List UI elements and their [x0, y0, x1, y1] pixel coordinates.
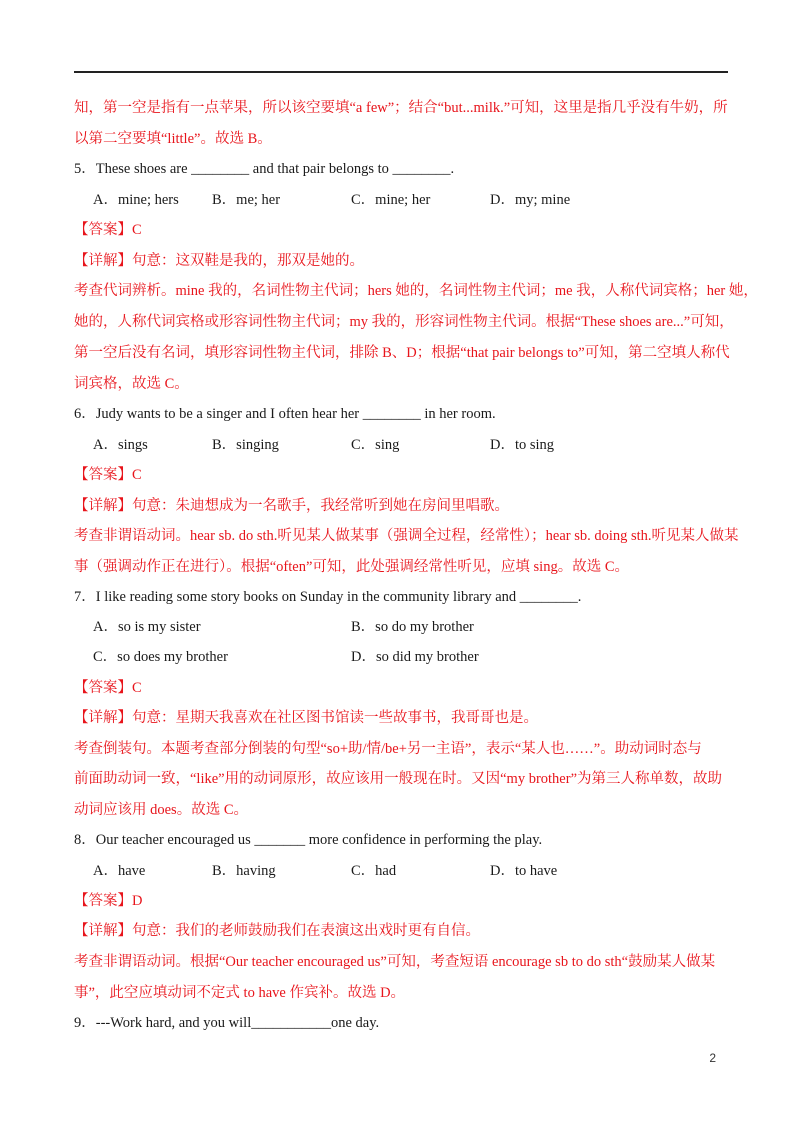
intro-line-2: 以第二空要填“little”。故选 B。 [74, 131, 272, 147]
question-7-explain-4: 动词应该用 does。故选 C。 [74, 802, 248, 818]
question-5-explain-4: 第一空后没有名词，填形容词性物主代词，排除 B、D；根据“that pair belongs to”可知，第二空填人称代 [74, 345, 730, 361]
question-8-explain-2: 考查非谓语动词。根据“Our teacher encouraged us”可知，考查短语 encourage sb to do sth“鼓励某人做某 [74, 954, 716, 970]
question-5-explain-5: 词宾格，故选 C。 [74, 376, 189, 392]
question-8-answer: 【答案】D [74, 893, 143, 909]
question-5-option-c: C．mine; her [351, 192, 431, 208]
question-6-option-b: B．singing [212, 437, 279, 453]
question-8-option-d: D．to have [490, 863, 558, 879]
question-6-explain-1: 【详解】句意：朱迪想成为一名歌手，我经常听到她在房间里唱歌。 [74, 498, 509, 514]
question-8-stem: 8．Our teacher encouraged us _______ more confidence in performing the play. [74, 832, 543, 848]
question-6-answer: 【答案】C [74, 467, 142, 483]
question-8-option-a: A．have [93, 863, 146, 879]
question-7-option-b: B．so do my brother [351, 619, 474, 635]
question-7-option-d: D．so did my brother [351, 649, 479, 665]
question-5-option-b: B．me; her [212, 192, 281, 208]
question-7-option-c: C．so does my brother [93, 649, 228, 665]
question-7-option-a: A．so is my sister [93, 619, 201, 635]
question-5-explain-3: 她的，人称代词宾格或形容词性物主代词；my 我的，形容词性物主代词。根据“These shoes are...”可知， [74, 314, 734, 330]
question-6-option-c: C．sing [351, 437, 400, 453]
question-6-explain-3: 事（强调动作正在进行）。根据“often”可知，此处强调经常性听见，应填 sing。故选 C。 [74, 559, 630, 575]
question-7-explain-3: 前面助动词一致，“like”用的动词原形，故应该用一般现在时。又因“my brother”为第三人称单数，故助 [74, 771, 723, 787]
question-8-explain-1: 【详解】句意：我们的老师鼓励我们在表演这出戏时更有自信。 [74, 923, 480, 939]
question-6-stem: 6．Judy wants to be a singer and I often hear her ________ in her room. [74, 406, 496, 422]
intro-line-1: 知，第一空是指有一点苹果，所以该空要填“a few”；结合“but...milk.”可知，这里是指几乎没有牛奶，所 [74, 100, 728, 116]
question-8-option-c: C．had [351, 863, 397, 879]
question-5-option-a: A．mine; hers [93, 192, 179, 208]
question-8-explain-3: 事”，此空应填动词不定式 to have 作宾补。故选 D。 [74, 985, 406, 1001]
question-9-stem: 9．---Work hard, and you will___________one day. [74, 1015, 380, 1031]
question-5-explain-1: 【详解】句意：这双鞋是我的，那双是她的。 [74, 253, 364, 269]
page-number: 2 [709, 1051, 716, 1065]
question-6-option-d: D．to sing [490, 437, 555, 453]
question-7-stem: 7．I like reading some story books on Sunday in the community library and ________. [74, 589, 582, 605]
question-5-stem: 5．These shoes are ________ and that pair belongs to ________. [74, 161, 455, 177]
question-7-answer: 【答案】C [74, 680, 142, 696]
question-7-explain-2: 考查倒装句。本题考查部分倒装的句型“so+助/情/be+另一主语”，表示“某人也……”。助动词时态与 [74, 741, 702, 757]
question-7-explain-1: 【详解】句意：星期天我喜欢在社区图书馆读一些故事书，我哥哥也是。 [74, 710, 538, 726]
question-5-option-d: D．my; mine [490, 192, 571, 208]
header-rule [74, 71, 728, 73]
question-5-explain-2: 考查代词辨析。mine 我的，名词性物主代词；hers 她的，名词性物主代词；me 我，人称代词宾格；her 她， [74, 283, 758, 299]
question-5-answer: 【答案】C [74, 222, 142, 238]
question-6-explain-2: 考查非谓语动词。hear sb. do sth.听见某人做某事（强调全过程，经常性）；hear sb. doing sth.听见某人做某 [74, 528, 739, 544]
question-8-option-b: B．having [212, 863, 276, 879]
question-6-option-a: A．sings [93, 437, 148, 453]
